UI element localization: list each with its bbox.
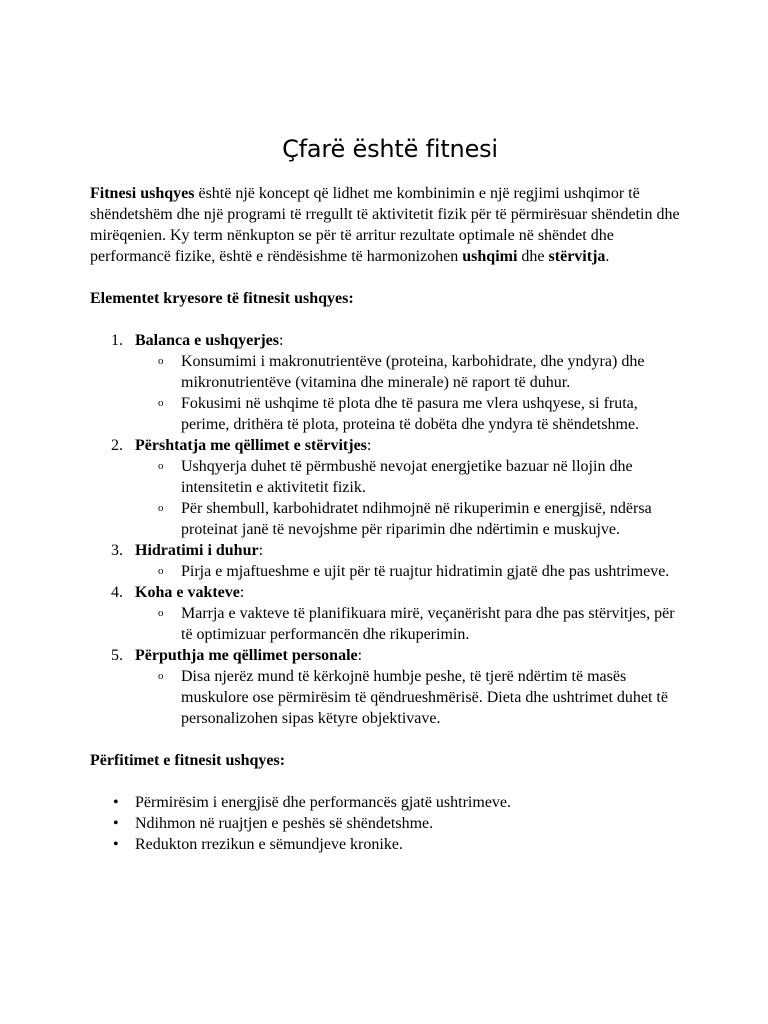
circle-bullet-icon: o xyxy=(158,502,164,514)
intro-text-2: dhe xyxy=(517,248,549,265)
element-title: Përputhja me qëllimet personale xyxy=(135,647,358,664)
element-colon: : xyxy=(357,647,363,664)
benefit-text: Ndihmon në ruajtjen e peshës së shëndetshme. xyxy=(135,815,434,832)
element-points xyxy=(135,561,690,582)
sub-point-text: Ushqyerja duhet të përmbushë nevojat energjetike bazuar në llojin dhe intensitetin e aktivitetit fizik. xyxy=(181,458,633,496)
intro-bold-food: ushqimi xyxy=(462,248,518,265)
element-number: 5. xyxy=(111,647,123,664)
element-points xyxy=(135,456,690,540)
intro-bold-training: stërvitja xyxy=(548,248,606,265)
bullet-icon: • xyxy=(113,836,119,853)
sub-point xyxy=(135,561,690,582)
element-title: Koha e vakteve xyxy=(135,584,240,601)
benefit-text: Përmirësim i energjisë dhe performancës gjatë ushtrimeve. xyxy=(135,794,512,811)
element-title: Përshtatja me qëllimet e stërvitjes xyxy=(135,437,367,454)
intro-paragraph xyxy=(90,183,690,267)
element-number: 4. xyxy=(111,584,123,601)
element-item-4 xyxy=(90,582,690,645)
element-item-2 xyxy=(90,435,690,540)
element-points xyxy=(135,351,690,435)
sub-point-text: Konsumimi i makronutrientëve (proteina, karbohidrate, dhe yndyra) dhe mikronutrientëve (vitamina dhe minerale) në raport të duhur. xyxy=(181,353,645,391)
element-number: 1. xyxy=(111,332,123,349)
element-item-1 xyxy=(90,330,690,435)
intro-text-3: . xyxy=(605,248,610,265)
document-page xyxy=(90,0,690,855)
element-item-3 xyxy=(90,540,690,582)
element-number: 3. xyxy=(111,542,123,559)
element-points xyxy=(135,666,690,729)
benefit-text: Redukton rrezikun e sëmundjeve kronike. xyxy=(135,836,403,853)
bullet-icon: • xyxy=(113,815,119,832)
element-number: 2. xyxy=(111,437,123,454)
element-colon: : xyxy=(258,542,264,559)
benefit-item xyxy=(90,792,690,813)
element-colon: : xyxy=(239,584,245,601)
benefit-item xyxy=(90,813,690,834)
benefits-heading: Përfitimet e fitnesit ushqyes: xyxy=(90,752,286,769)
circle-bullet-icon: o xyxy=(158,607,164,619)
circle-bullet-icon: o xyxy=(158,565,164,577)
sub-point xyxy=(135,603,690,645)
sub-point-text: Pirja e mjaftueshme e ujit për të ruajtur hidratimin gjatë dhe pas ushtrimeve. xyxy=(181,563,670,580)
circle-bullet-icon: o xyxy=(158,397,164,409)
sub-point-text: Për shembull, karbohidratet ndihmojnë në rikuperimin e energjisë, ndërsa proteinat janë të nevojshme për riparimin dhe ndërtimin e muskujve. xyxy=(181,500,652,538)
sub-point xyxy=(135,666,690,729)
sub-point xyxy=(135,498,690,540)
circle-bullet-icon: o xyxy=(158,670,164,682)
circle-bullet-icon: o xyxy=(158,460,164,472)
sub-point xyxy=(135,393,690,435)
element-title: Balanca e ushqyerjes xyxy=(135,332,279,349)
element-colon: : xyxy=(366,437,372,454)
intro-text-1: është një koncept që lidhet me kombinimin e një regjimi ushqimor të shëndetshëm dhe një programi të rregullt të aktivitetit fizik për të përmirësuar shëndetin dhe mirëqenien. Ky term nënkupton se për të arritur rezultate optimale në shëndet dhe performancë fizike, është e rëndësishme të harmonizohen xyxy=(90,185,680,265)
sub-point-text: Disa njerëz mund të kërkojnë humbje peshe, të tjerë ndërtim të masës muskulore ose përmirësim të qëndrueshmërisë. Dieta dhe ushtrimet duhet të personalizohen sipas këtyre objektivave. xyxy=(181,668,668,727)
sub-point xyxy=(135,456,690,498)
sub-point-text: Fokusimi në ushqime të plota dhe të pasura me vlera ushqyese, si fruta, perime, drithëra të plota, proteina të dobëta dhe yndyra të shëndetshme. xyxy=(181,395,640,433)
benefit-item xyxy=(90,834,690,855)
sub-point xyxy=(135,351,690,393)
sub-point-text: Marrja e vakteve të planifikuara mirë, veçanërisht para dhe pas stërvitjes, për të optimizuar performancën dhe rikuperimin. xyxy=(181,605,675,643)
element-item-5 xyxy=(90,645,690,729)
elements-heading: Elementet kryesore të fitnesit ushqyes: xyxy=(90,290,354,307)
bullet-icon: • xyxy=(113,794,119,811)
element-colon: : xyxy=(279,332,284,349)
benefits-list xyxy=(90,792,690,855)
elements-list xyxy=(90,330,690,729)
element-points xyxy=(135,603,690,645)
circle-bullet-icon: o xyxy=(158,355,164,367)
page-title: Çfarë është fitnesi xyxy=(282,135,498,163)
element-title: Hidratimi i duhur xyxy=(135,542,259,559)
intro-lead-bold: Fitnesi ushqyes xyxy=(90,185,195,202)
